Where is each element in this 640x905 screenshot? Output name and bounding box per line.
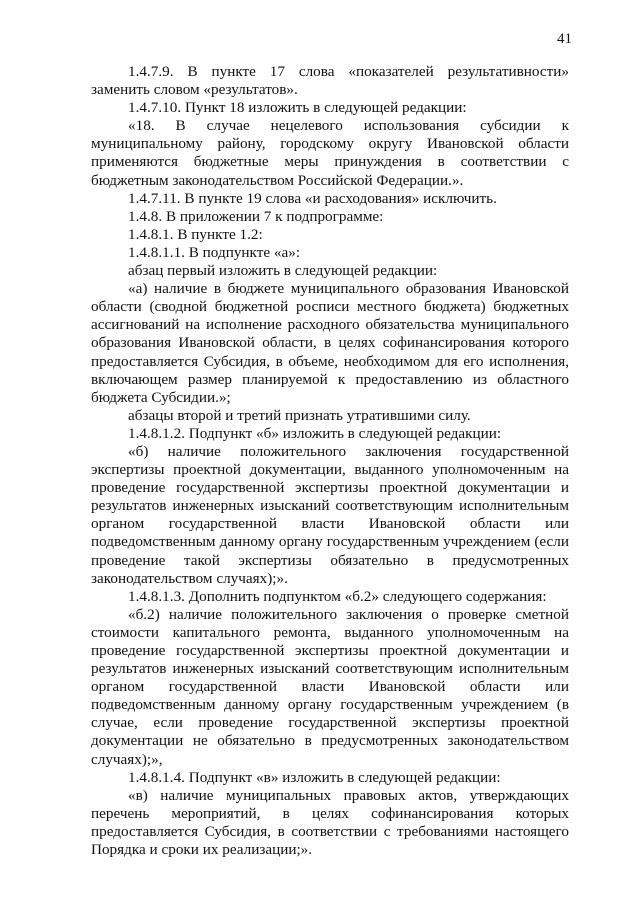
quoted-subpoint-b: «б) наличие положительного заключения государственной экспертизы проектной документации, выданного уполномоченным на проведение государственной экспертизы проектной документации и результатов инженерных изысканий соответствующим исполнительным органом государственной власти Ивановской области или подведомственным данному органу государственным учреждением (если проведение такой экспертизы обязательно в предусмотренных законодательством случаях);». — [91, 442, 569, 587]
paragraph-1-4-7-11: 1.4.7.11. В пункте 19 слова «и расходования» исключить. — [128, 189, 497, 207]
paragraph-1-4-8-1-2: 1.4.8.1.2. Подпункт «б» изложить в следующей редакции: — [128, 424, 502, 442]
paragraph-1-4-7-9: 1.4.7.9. В пункте 17 слова «показателей результативности» заменить словом «результатов». — [91, 63, 569, 99]
paragraph-1-4-8-1: 1.4.8.1. В пункте 1.2: — [128, 225, 263, 243]
document-body — [91, 63, 569, 859]
paragraph-1-4-8-1-4: 1.4.8.1.4. Подпункт «в» изложить в следующей редакции: — [128, 768, 501, 786]
paragraph-1-4-8-1-3: 1.4.8.1.3. Дополнить подпунктом «б.2» следующего содержания: — [128, 587, 547, 605]
paragraph-1-4-8: 1.4.8. В приложении 7 к подпрограмме: — [128, 207, 384, 225]
paragraph-abzacy-repeal: абзацы второй и третий признать утратившими силу. — [128, 406, 471, 424]
quoted-subpoint-v: «в) наличие муниципальных правовых актов, утверждающих перечень мероприятий, в целях софинансирования которых предоставляется Субсидия, в соответствии с требованиями настоящего Порядка и сроки их реализации;». — [91, 786, 569, 859]
paragraph-first-abzac-instruction: абзац первый изложить в следующей редакции: — [128, 262, 438, 280]
quoted-subpoint-b2: «б.2) наличие положительного заключения о проверке сметной стоимости капитального ремонта, выданного уполномоченным на проведение государственной экспертизы проектной документации и результатов инженерных изысканий соответствующим исполнительным органом государственной власти Ивановской области или подведомственным данному органу государственным учреждением (в случае, если проведение государственной экспертизы проектной документации не обязательно в предусмотренных законодательством случаях);», — [91, 605, 569, 768]
paragraph-1-4-8-1-1: 1.4.8.1.1. В подпункте «а»: — [128, 243, 301, 261]
page-number: 41 — [557, 31, 572, 47]
quoted-point-18: «18. В случае нецелевого использования субсидии к муниципальному району, городскому округу Ивановской области применяются бюджетные меры принуждения в соответствии с бюджетным законодательством Российской Федерации.». — [91, 117, 569, 189]
paragraph-1-4-7-10: 1.4.7.10. Пункт 18 изложить в следующей редакции: — [128, 99, 467, 117]
quoted-subpoint-a: «а) наличие в бюджете муниципального образования Ивановской области (сводной бюджетной росписи местного бюджета) бюджетных ассигнований на исполнение расходного обязательства муниципального образования Ивановской области, в целях софинансирования которого предоставляется Субсидия, в объеме, необходимом для его исполнения, включающем размер планируемой к предоставлению из областного бюджета Субсидии.»; — [91, 280, 569, 406]
